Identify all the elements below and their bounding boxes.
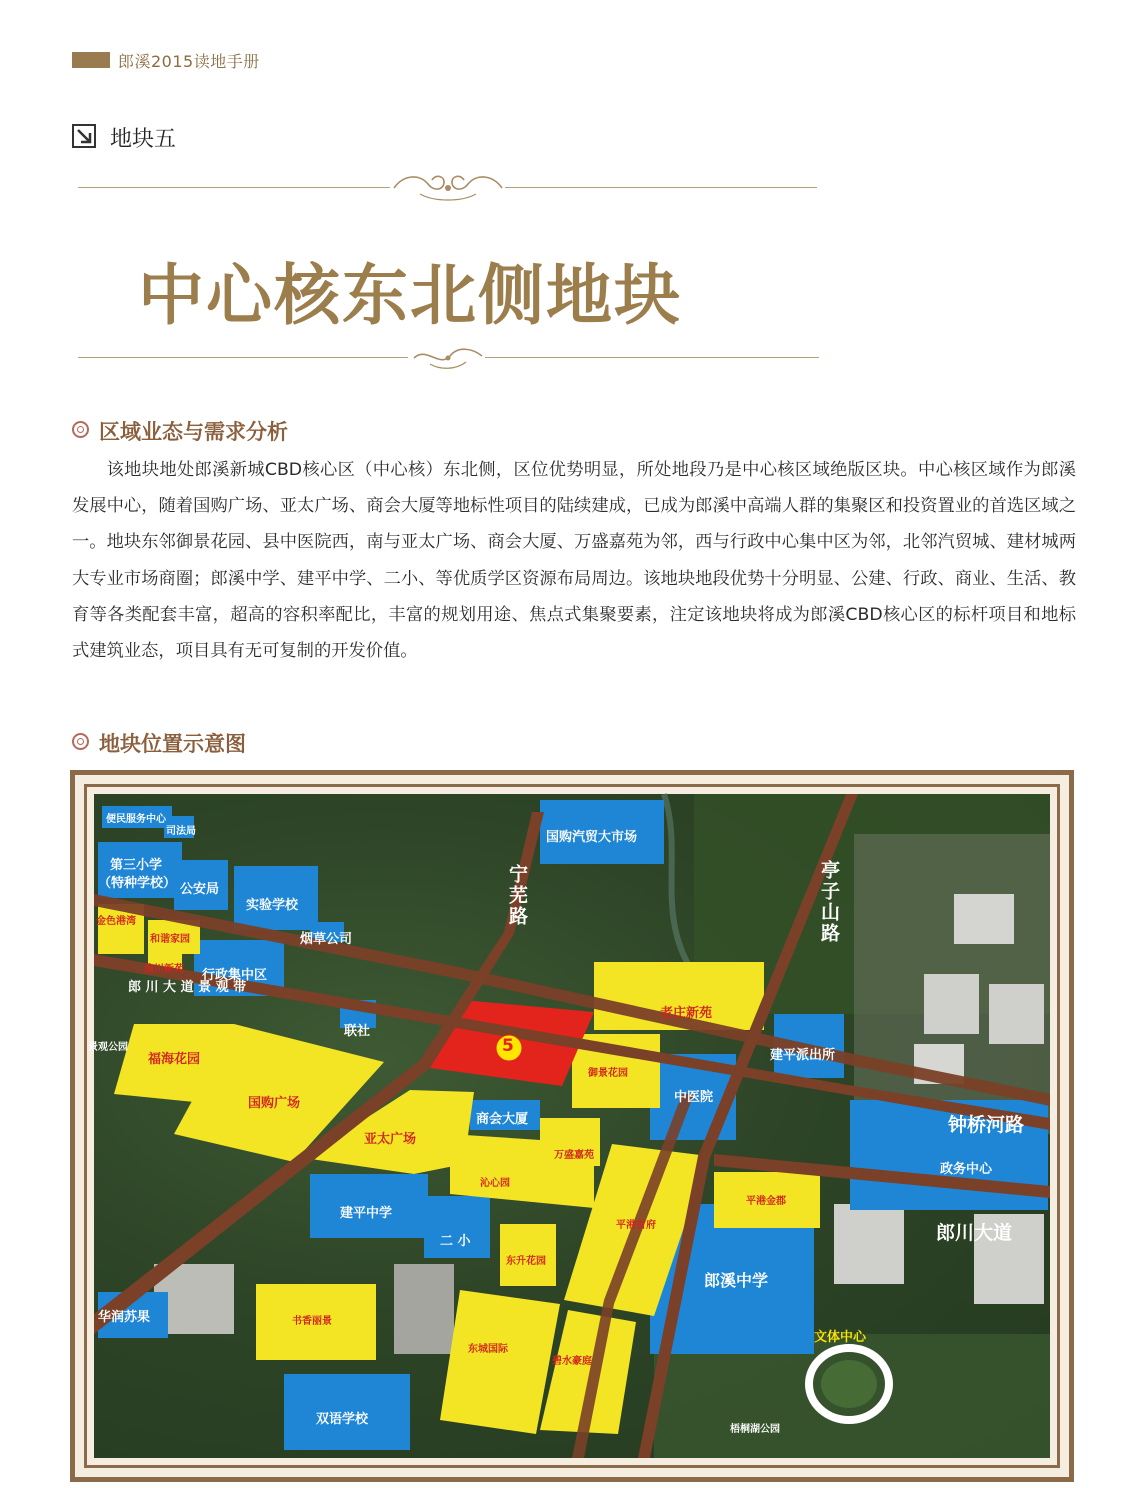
road-label-ningwu: 宁芜路: [506, 864, 528, 927]
road-label-tingzishan: 亭子山路: [818, 860, 840, 944]
wenti-center: [821, 1360, 877, 1408]
label-hexie-jiayuan: 和谐家园: [150, 934, 190, 945]
label-zhongyiyuan: 中医院: [674, 1090, 714, 1105]
label-zhengwu: 政务中心: [940, 1162, 993, 1177]
road-label-langchuan: 郎川大道: [936, 1222, 1013, 1244]
map-heading-text: 地块位置示意图: [99, 732, 246, 756]
ornament-line-top-right: [505, 187, 817, 188]
label-bishui: 碧水豪庭: [552, 1356, 592, 1367]
label-teshu-xuexiao: （特种学校）: [98, 876, 177, 891]
label-wutong-park: 梧桐湖公园: [730, 1424, 780, 1435]
circle-bullet-icon: [72, 421, 89, 438]
label-fuhai: 福海花园: [148, 1052, 201, 1067]
header-accent-bar: [72, 52, 110, 68]
label-wansheng: 万盛嘉苑: [554, 1150, 594, 1161]
label-jianping-mid: 建平中学: [340, 1206, 393, 1221]
label-bianmin: 便民服务中心: [106, 814, 166, 825]
label-huarun: 华润苏果: [98, 1310, 151, 1325]
label-shanghui: 商会大厦: [476, 1112, 529, 1127]
map-heading: [72, 728, 246, 758]
label-pinggang-jindu: 平港金郡: [746, 1196, 786, 1207]
gray-building-east-1: [954, 894, 1014, 944]
gray-building-east-3: [989, 984, 1044, 1044]
ornament-line-bottom-left: [78, 357, 408, 358]
analysis-heading-text: 区域业态与需求分析: [99, 420, 288, 444]
ornament-line-bottom-right: [485, 357, 819, 358]
label-qinxin: 沁心园: [480, 1178, 510, 1189]
section-label: 地块五: [110, 127, 177, 152]
plot-number: 5: [502, 1036, 514, 1056]
label-yancao: 烟草公司: [300, 932, 353, 947]
label-xingzheng: 行政集中区: [202, 968, 268, 983]
block-dongcheng: [440, 1290, 560, 1434]
label-jianping-police: 建平派出所: [770, 1048, 836, 1063]
label-laozhuang: 老庄新苑: [660, 1006, 713, 1021]
label-disan-xiaoxue: 第三小学: [110, 858, 163, 873]
location-map: [88, 794, 1050, 1458]
label-jinse-gangwan: 金色港湾: [96, 916, 136, 927]
map-frame: [70, 770, 1074, 1482]
road-label-langchuan-view: 郎 川 大 道 景 观 带: [128, 980, 247, 995]
arrow-down-right-icon: [72, 124, 96, 148]
label-jingguan-park: 景观公园: [88, 1042, 128, 1053]
circle-bullet-icon: [72, 733, 89, 750]
label-yatai: 亚太广场: [364, 1132, 417, 1147]
ornament-line-top-left: [78, 187, 390, 188]
label-shuangyu: 双语学校: [316, 1412, 369, 1427]
road-label-zhongqiaohe: 钟桥河路: [948, 1114, 1025, 1136]
analysis-heading: [72, 416, 288, 446]
label-dongsheng: 东升花园: [506, 1256, 546, 1267]
label-langxi-mid: 郎溪中学: [704, 1271, 769, 1290]
river: [664, 794, 694, 974]
scroll-ornament-top: [390, 168, 506, 204]
label-shuxiang: 书香丽景: [292, 1316, 332, 1327]
label-sifaju: 司法局: [166, 826, 196, 837]
label-langchuan-xinyuan: 浪川新苑: [144, 964, 184, 975]
gray-building-east-2: [924, 974, 979, 1034]
scroll-ornament-bottom: [410, 342, 486, 372]
label-dongcheng: 东城国际: [468, 1344, 508, 1355]
label-gonganju: 公安局: [180, 882, 220, 897]
label-guogou-market: 国购汽贸大市场: [546, 830, 638, 845]
gray-building-west-2: [394, 1264, 454, 1354]
running-header: 郎溪2015读地手册: [118, 52, 260, 71]
label-guogou-square: 国购广场: [248, 1096, 301, 1111]
label-pinggang-shoufu: 平港首府: [616, 1220, 656, 1231]
label-wenti: 文体中心: [814, 1330, 867, 1345]
main-title: 中心核东北侧地块: [138, 256, 682, 334]
label-lianshe: 联社: [344, 1024, 371, 1039]
gray-building-east-5: [834, 1204, 904, 1284]
label-erxiao: 二 小: [440, 1234, 471, 1249]
analysis-paragraph: 该地块地处郎溪新城CBD核心区（中心核）东北侧，区位优势明显，所处地段乃是中心核区域绝版区块。中心核区域作为郎溪发展中心，随着国购广场、亚太广场、商会大厦等地标性项目的陆续建成，已成为郎溪中高端人群的集聚区和投资置业的首选区域之一。地块东邻御景花园、县中医院西，南与亚太广场、商会大厦、万盛嘉苑为邻，西与行政中心集中区为邻，北邻汽贸城、建材城两大专业市场商圈；郎溪中学、建平中学、二小、等优质学区资源布局周边。该地块地段优势十分明显、公建、行政、商业、生活、教育等各类配套丰富，超高的容积率配比，丰富的规划用途、焦点式集聚要素，注定该地块将成为郎溪CBD核心区的标杆项目和地标式建筑业态，项目具有无可复制的开发价值。: [72, 460, 1076, 662]
label-shiyan-xuexiao: 实验学校: [246, 898, 299, 913]
label-yujing: 御景花园: [588, 1068, 628, 1079]
